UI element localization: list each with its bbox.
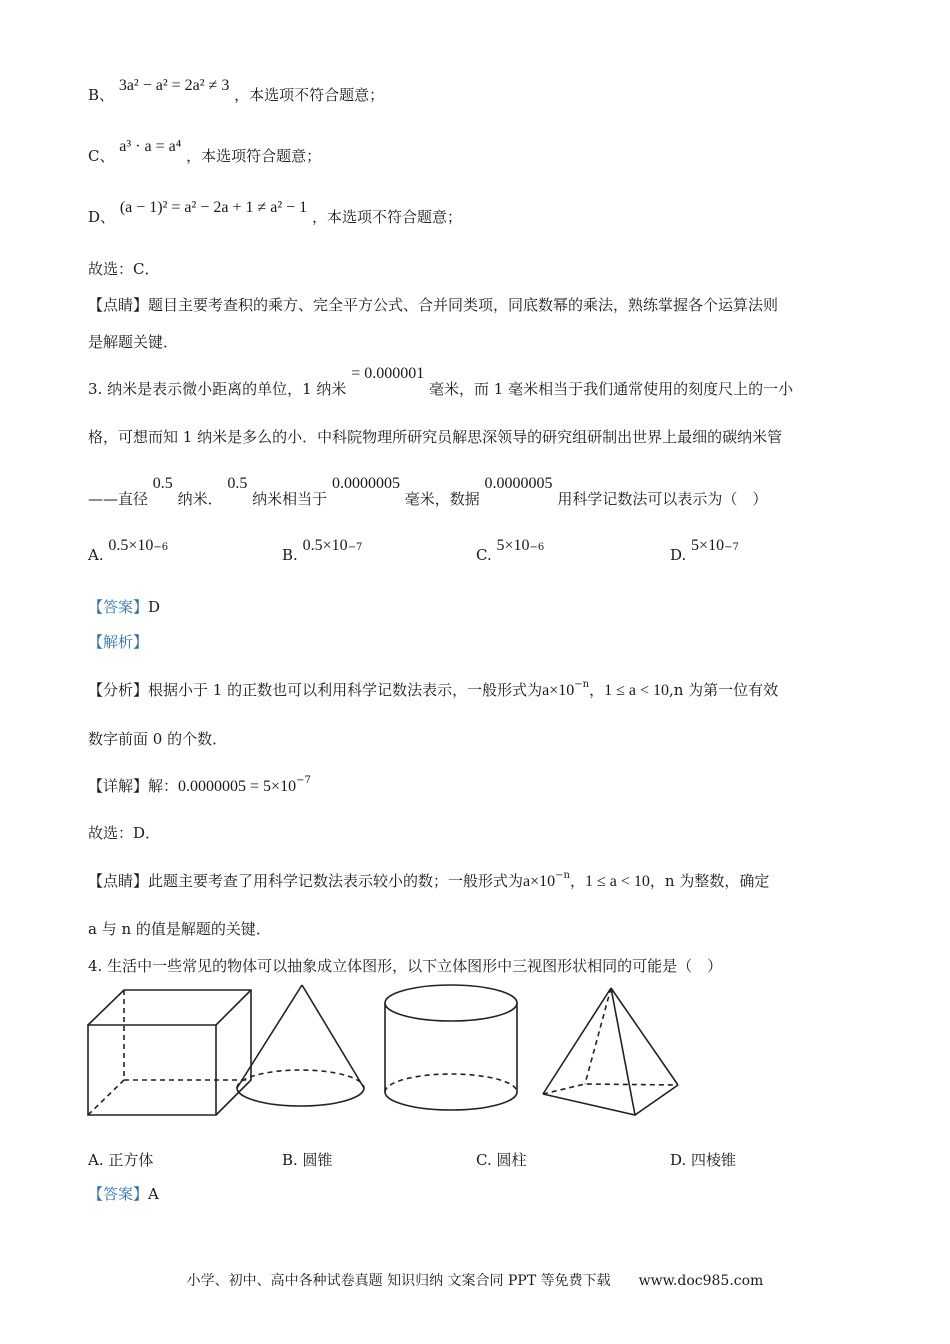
q3-option-a-base: 0.5×10 (108, 537, 154, 554)
q3-l3-d: 毫米，数据 (404, 490, 480, 508)
page-footer: 小学、初中、高中各种试卷真题 知识归纳 文案合同 PPT 等免费下载 www.doc985.com (186, 1273, 764, 1289)
q3-answer-tag: 【答案】 (88, 598, 149, 616)
cone-figure (237, 985, 364, 1106)
q3-l1-a: 3. 纳米是表示微小距离的单位，1 纳米 (88, 380, 347, 398)
option-b-expr: 3a² − a² = 2a² ≠ 3 (118, 77, 230, 94)
q3-detail-expr: 0.0000005 = 5×10 (178, 778, 297, 795)
q3-note-line2: a 与 n 的值是解题的关键． (88, 920, 271, 938)
prev-note-line2: 是解题关键． (88, 333, 179, 351)
q3-option-b-label: B. (282, 546, 298, 564)
q3-option-c-label: C. (476, 546, 492, 564)
q3-fenxi-line1 (88, 679, 778, 700)
option-d-expr: (a − 1)² = a² − 2a + 1 ≠ a² − 1 (119, 199, 308, 216)
q3-l3-b: 纳米． (177, 490, 223, 508)
q3-fenxi-cond: 1 ≤ a < 10 (604, 682, 669, 699)
q4-option-a[interactable]: A. 正方体 (88, 1151, 154, 1169)
option-b-line (88, 77, 385, 105)
q3-detail-exp: −7 (296, 775, 311, 786)
q3-option-a-exp: −6 (153, 542, 169, 553)
q3-note-expr: a×10 (523, 873, 556, 890)
cube-figure (88, 990, 251, 1115)
q3-note-exp: −n (555, 870, 570, 881)
q4-answer (88, 1183, 159, 1204)
q3-detail-a: 解： (148, 777, 179, 795)
q3-l3-c: 纳米相当于 (252, 490, 328, 508)
prev-choice: 故选：C． (88, 260, 160, 278)
q4-option-b[interactable]: B. 圆锥 (282, 1151, 333, 1169)
option-c-line (88, 138, 322, 166)
q3-note-line1 (88, 870, 769, 891)
q3-note-cond: 1 ≤ a < 10 (585, 873, 650, 890)
q3-l3-v1: 0.5 (152, 475, 173, 492)
option-b-label: B、 (88, 86, 115, 104)
q3-note-b: ， (569, 872, 585, 890)
pyramid-figure (543, 988, 678, 1115)
option-d-label: D、 (88, 208, 116, 226)
q3-note-a: 此题主要考查了用科学记数法表示较小的数；一般形式为 (148, 872, 524, 890)
q3-option-d-exp: −7 (724, 542, 739, 553)
q3-answer (88, 596, 160, 617)
q3-choice: 故选：D． (88, 824, 161, 842)
q3-fenxi-line2: 数字前面 0 的个数． (88, 730, 228, 748)
q3-l3-v2: 0.5 (227, 475, 248, 492)
q3-l3-a: ——直径 (88, 490, 149, 508)
q3-line2: 格，可想而知 1 纳米是多么的小．中科院物理所研究员解思深领导的研究组研制出世界上最细的碳纳米管 (88, 428, 783, 446)
q3-l1-b: 毫米，而 1 毫米相当于我们通常使用的刻度尺上的一小 (429, 380, 794, 398)
q3-fenxi-c: ,n 为第一位有效 (668, 681, 779, 699)
q3-option-a-label: A. (88, 546, 104, 564)
q3-option-b-exp: −7 (347, 542, 363, 553)
option-c-comment: ，本选项符合题意； (186, 147, 322, 165)
option-c-expr: a³ · a = a⁴ (119, 138, 182, 155)
q3-l3-v3: 0.0000005 (331, 475, 400, 492)
q3-analysis-tag: 【解析】 (88, 633, 149, 651)
option-c-label: C、 (88, 147, 115, 165)
q3-fenxi-expr: a×10 (542, 682, 575, 699)
q4-option-c[interactable]: C. 圆柱 (476, 1151, 527, 1169)
prev-note-text: 题目主要考查积的乘方、完全平方公式、合并同类项，同底数幂的乘法，熟练掌握各个运算法则 (148, 296, 779, 314)
q3-note-tag: 【点睛】 (88, 872, 149, 890)
option-d-comment: ，本选项不符合题意； (311, 208, 462, 226)
q3-fenxi-a: 根据小于 1 的正数也可以利用科学记数法表示，一般形式为 (148, 681, 543, 699)
prev-note-line1 (88, 294, 778, 315)
q3-fenxi-tag: 【分析】 (88, 681, 149, 699)
q4-answer-tag: 【答案】 (88, 1185, 149, 1203)
q3-fenxi-exp: −n (574, 679, 590, 690)
q3-option-d-label: D. (670, 546, 687, 564)
option-d-line (88, 199, 462, 227)
q3-option-d-base: 5×10 (691, 537, 725, 554)
q3-line3 (88, 475, 768, 509)
cylinder-figure (385, 985, 517, 1110)
q3-line1 (88, 365, 794, 399)
q3-l3-v4: 0.0000005 (484, 475, 553, 492)
q3-l3-e: 用科学记数法可以表示为（ ） (557, 490, 768, 508)
q3-option-b-base: 0.5×10 (302, 537, 348, 554)
q3-answer-value: D (148, 598, 161, 616)
option-b-comment: ，本选项不符合题意； (234, 86, 385, 104)
q4-figures (80, 980, 690, 1120)
q4-option-d[interactable]: D. 四棱锥 (670, 1151, 737, 1169)
q3-fenxi-b: ， (589, 681, 605, 699)
q3-note-c: ，n 为整数，确定 (649, 872, 770, 890)
prev-note-tag: 【点睛】 (88, 296, 149, 314)
q3-option-c-exp: −6 (529, 542, 545, 553)
q3-l1-expr: = 0.000001 (351, 365, 425, 382)
q4-answer-value: A (148, 1185, 159, 1203)
q3-option-c-base: 5×10 (496, 537, 530, 554)
q3-detail (88, 775, 311, 796)
q3-detail-tag: 【详解】 (88, 777, 149, 795)
q4-stem: 4. 生活中一些常见的物体可以抽象成立体图形，以下立体图形中三视图形状相同的可能是（ ） (88, 957, 723, 975)
